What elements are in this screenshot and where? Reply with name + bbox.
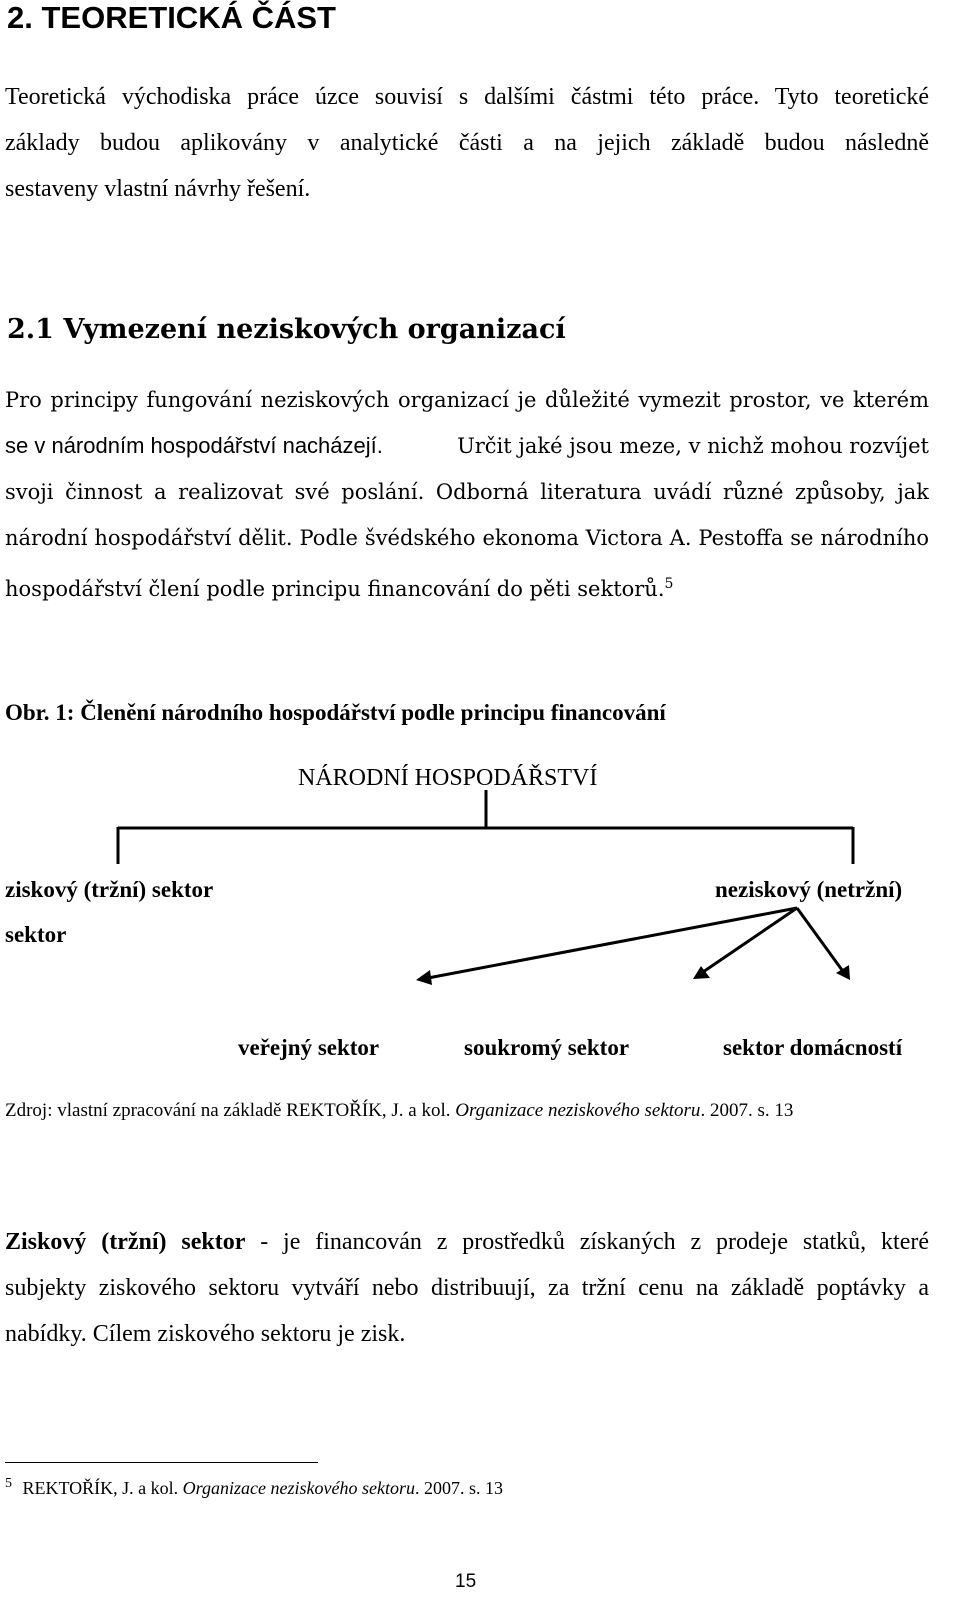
footnote (5, 1476, 503, 1499)
diagram-left-branch-label: ziskový (tržní) sektor (5, 877, 214, 902)
section-para-line-2a: se v národním hospodářství nacházejí. (5, 433, 383, 458)
definition-line-1 (5, 1219, 929, 1265)
intro-line-3: sestaveny vlastní návrhy řešení. (5, 176, 311, 202)
diagram-left-branch-label-2: sektor (5, 922, 67, 947)
arrowhead-households (836, 965, 850, 980)
figure-caption: Obr. 1: Členění národního hospodářství podle principu financování (5, 700, 666, 725)
figure-source (5, 1100, 793, 1122)
section-para-line-5-text: hospodářství člení podle principu financování do pěti sektorů. (5, 577, 665, 601)
section-para-line-1: Pro principy fungování neziskových organizací je důležité vymezit prostor, ve kterém (5, 388, 929, 412)
diagram-child-households: sektor domácností (723, 1035, 903, 1060)
section-para-line-2 (5, 423, 929, 469)
section-para-line-5 (5, 561, 673, 612)
footnote-prefix: REKTOŘÍK, J. a kol. (22, 1478, 179, 1498)
chapter-heading: 2. TEORETICKÁ ČÁST (7, 0, 336, 35)
figure-source-suffix: . 2007. s. 13 (700, 1100, 794, 1121)
figure-source-prefix: Zdroj: vlastní zpracování na základě REKTOŘÍK, J. a kol. (5, 1100, 451, 1121)
diagram-right-branch-label: neziskový (netržní) (715, 877, 903, 902)
definition-line-3: nabídky. Cílem ziskového sektoru je zisk. (5, 1321, 406, 1347)
section-para-line-2b: Určit jaké jsou meze, v nichž mohou rozvíjet (457, 434, 929, 458)
arrow-line-households (797, 908, 842, 970)
definition-term: Ziskový (tržní) sektor (5, 1229, 246, 1255)
definition-line-1-rest: - je financován z prostředků získaných z prodeje statků, které (245, 1229, 929, 1255)
arrow-line-public (428, 908, 797, 978)
section-heading: 2.1 Vymezení neziskových organizací (7, 314, 566, 345)
footnote-separator (5, 1462, 318, 1463)
intro-line-2: základy budou aplikovány v analytické části a na jejich základě budou následně (5, 130, 929, 156)
arrowhead-public (416, 970, 432, 985)
page-number: 15 (455, 1571, 477, 1592)
diagram-child-public: veřejný sektor (238, 1035, 380, 1060)
footnote-suffix: . 2007. s. 13 (414, 1478, 503, 1498)
diagram-child-private: soukromý sektor (464, 1035, 630, 1060)
footnote-reference: 5 (664, 576, 674, 592)
footnote-title: Organizace neziskového sektoru (182, 1478, 415, 1498)
figure-source-title: Organizace neziskového sektoru (455, 1100, 701, 1121)
intro-line-1: Teoretická východiska práce úzce souvisí s dalšími částmi této práce. Tyto teoretické (5, 84, 929, 110)
diagram-root-label: NÁRODNÍ HOSPODÁŘSTVÍ (298, 765, 598, 791)
definition-line-2: subjekty ziskového sektoru vytváří nebo distribuují, za tržní cenu na základě poptávky a (5, 1275, 929, 1301)
footnote-number: 5 (5, 1476, 12, 1491)
section-para-line-3: svoji činnost a realizovat své poslání. Odborná literatura uvádí různé způsoby, jak (5, 480, 929, 504)
section-para-line-4: národní hospodářství dělit. Podle švédského ekonoma Victora A. Pestoffa se národního (5, 526, 929, 550)
